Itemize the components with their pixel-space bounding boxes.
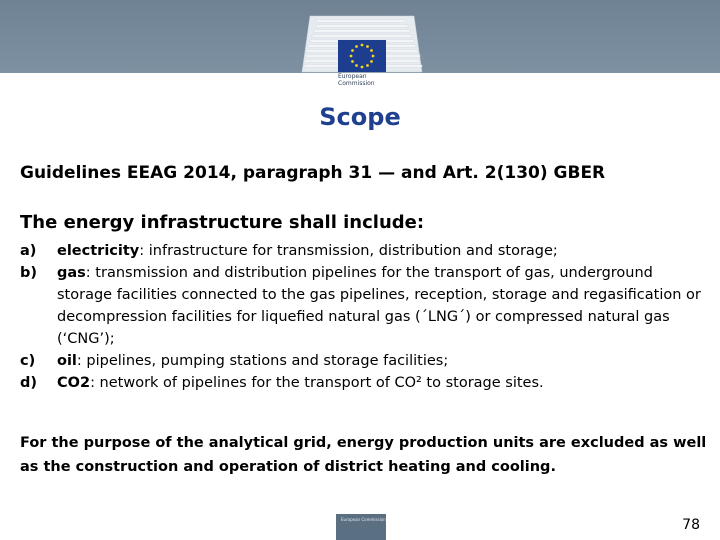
list-term: CO2 <box>57 375 91 391</box>
footer-logo <box>336 514 386 540</box>
intro-heading: The energy infrastructure shall include: <box>20 212 425 233</box>
list-marker: d) <box>20 375 38 391</box>
list-term: oil <box>57 353 77 369</box>
page-number: 78 <box>682 517 700 533</box>
list-term: gas <box>57 265 86 281</box>
slide-subtitle: Guidelines EEAG 2014, paragraph 31 — and Art. 2(130) GBER <box>20 163 606 183</box>
infrastructure-list <box>20 240 710 394</box>
list-text: : pipelines, pumping stations and storage facilities; <box>76 353 449 369</box>
slide-title: Scope <box>319 103 401 131</box>
logo-caption-line1: European <box>338 73 367 80</box>
list-item <box>20 240 710 262</box>
list-item <box>20 262 710 350</box>
note-text: For the purpose of the analytical grid, energy production units are excluded as well as the construction and operation of district heating and cooling. <box>20 435 707 475</box>
list-text: : transmission and distribution pipelines for the transport of gas, underground storage facilities connected to the gas pipelines, reception, storage and regasification or decompression facilities for liquefied natural gas (´LNG´) or compressed natural gas (‘CNG’); <box>57 265 701 347</box>
list-text: : infrastructure for transmission, distribution and storage; <box>139 243 558 259</box>
logo-caption <box>338 73 398 87</box>
list-marker: c) <box>20 353 36 369</box>
footer-logo-text: European Commission <box>341 517 386 522</box>
list-marker: a) <box>20 243 37 259</box>
list-text: : network of pipelines for the transport of CO² to storage sites. <box>90 375 544 391</box>
list-item <box>20 372 710 394</box>
list-term: electricity <box>57 243 140 259</box>
logo-caption-line2: Commission <box>338 80 375 87</box>
list-item <box>20 350 710 372</box>
list-marker: b) <box>20 265 38 281</box>
